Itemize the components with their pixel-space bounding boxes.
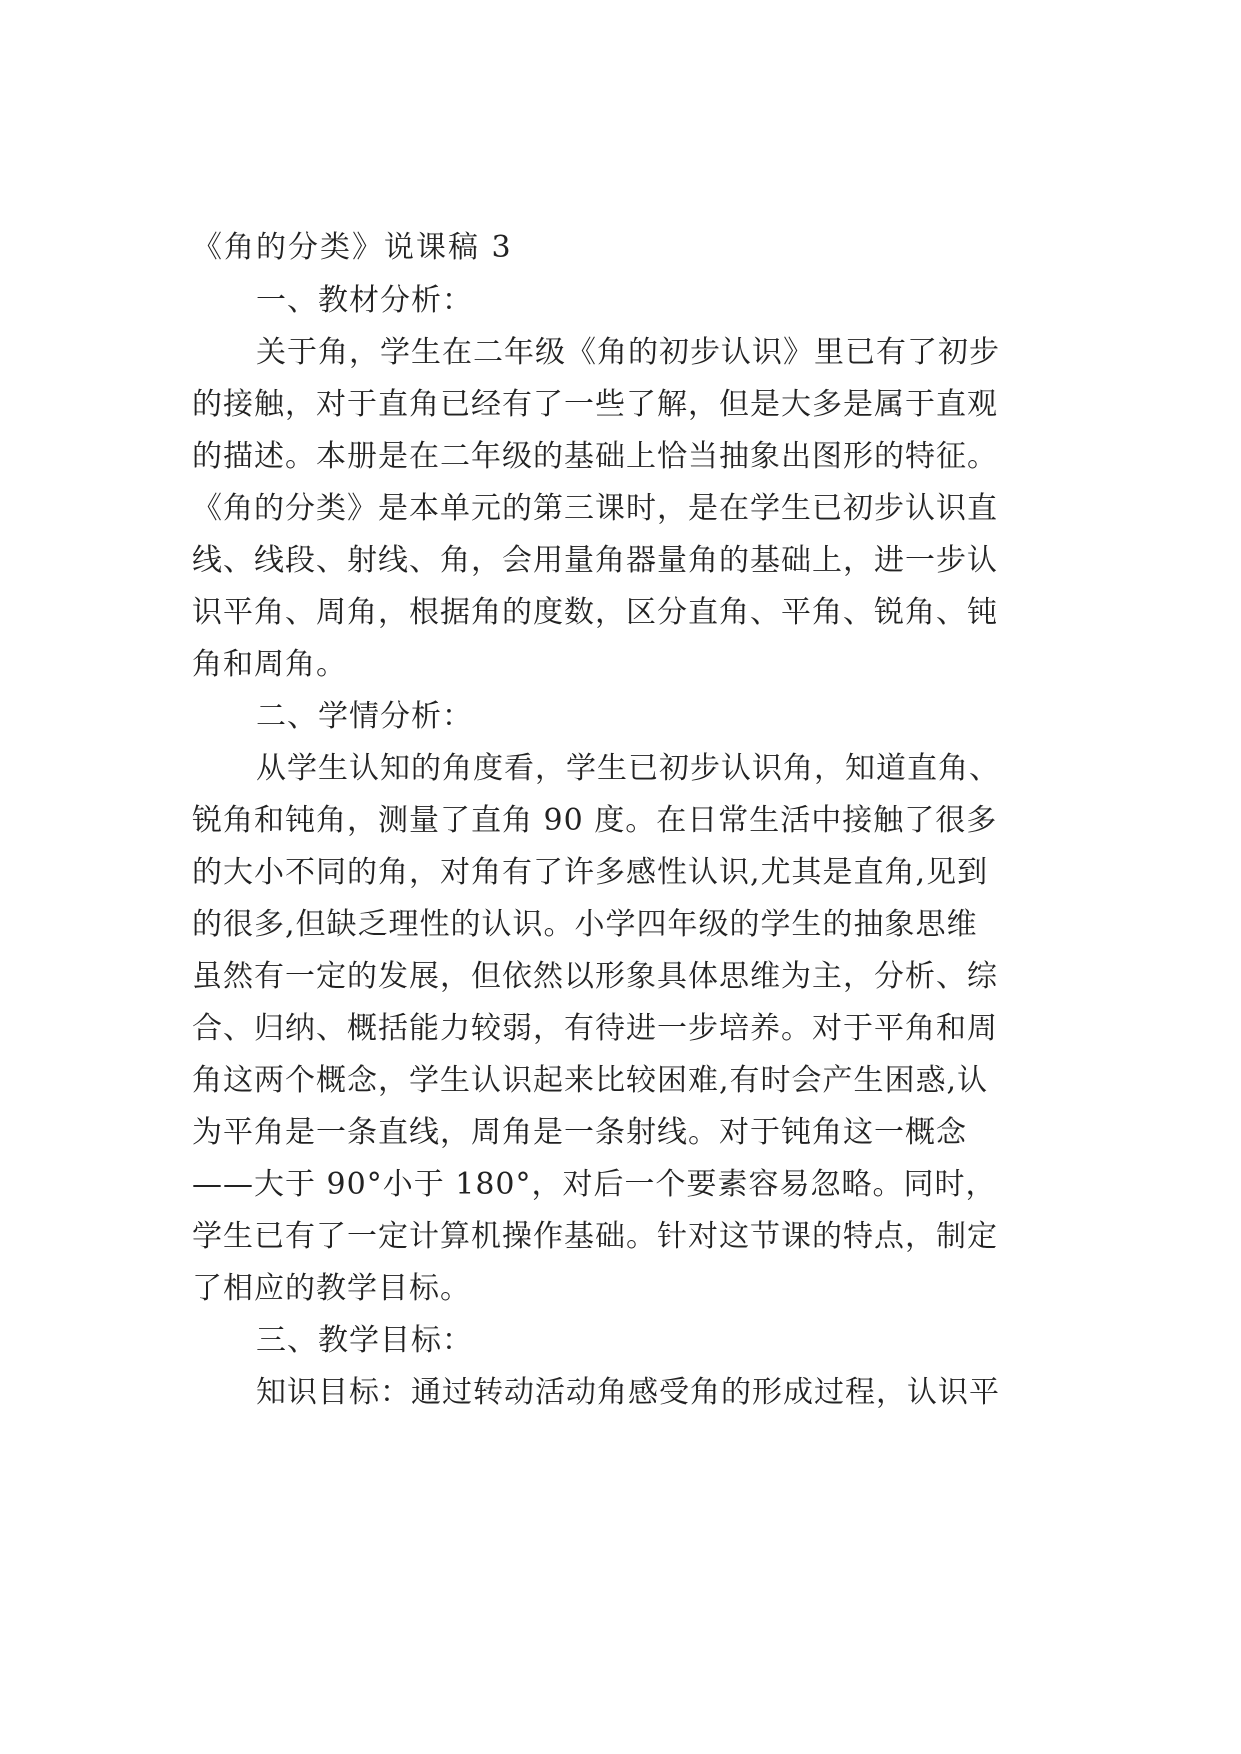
paragraph-line: 的大小不同的角，对角有了许多感性认识,尤其是直角,见到 — [192, 855, 989, 890]
paragraph-line: 锐角和钝角，测量了直角 90 度。在日常生活中接触了很多 — [192, 803, 998, 838]
paragraph-line: 识平角、周角，根据角的度数，区分直角、平角、锐角、钝 — [192, 595, 998, 630]
heading-textbook-analysis: 一、教材分析： — [256, 283, 473, 318]
paragraph-line: 了相应的教学目标。 — [192, 1271, 471, 1306]
paragraph-line: 线、线段、射线、角，会用量角器量角的基础上，进一步认 — [192, 543, 998, 578]
paragraph-line: 学生已有了一定计算机操作基础。针对这节课的特点，制定 — [192, 1219, 998, 1254]
paragraph-line: 从学生认知的角度看，学生已初步认识角，知道直角、 — [256, 751, 1000, 786]
paragraph-line: 的描述。本册是在二年级的基础上恰当抽象出图形的特征。 — [192, 439, 998, 474]
paragraph-line: 为平角是一条直线，周角是一条射线。对于钝角这一概念 — [192, 1115, 967, 1150]
heading-student-analysis: 二、学情分析： — [256, 699, 473, 734]
paragraph-line: 的很多,但缺乏理性的认识。小学四年级的学生的抽象思维 — [192, 907, 978, 942]
paragraph-line: 关于角，学生在二年级《角的初步认识》里已有了初步 — [256, 335, 1000, 370]
paragraph-line: 知识目标：通过转动活动角感受角的形成过程，认识平 — [256, 1375, 1000, 1410]
paragraph-line: ——大于 90°小于 180°，对后一个要素容易忽略。同时， — [192, 1167, 997, 1202]
heading-teaching-objectives: 三、教学目标： — [256, 1323, 473, 1358]
paragraph-line: 《角的分类》是本单元的第三课时，是在学生已初步认识直 — [192, 491, 998, 526]
document-title: 《角的分类》说课稿 3 — [192, 230, 513, 265]
paragraph-line: 虽然有一定的发展，但依然以形象具体思维为主，分析、综 — [192, 959, 998, 994]
paragraph-line: 角和周角。 — [192, 647, 347, 682]
paragraph-line: 的接触，对于直角已经有了一些了解，但是大多是属于直观 — [192, 387, 998, 422]
paragraph-line: 角这两个概念，学生认识起来比较困难,有时会产生困惑,认 — [192, 1063, 989, 1098]
paragraph-line: 合、归纳、概括能力较弱，有待进一步培养。对于平角和周 — [192, 1011, 998, 1046]
